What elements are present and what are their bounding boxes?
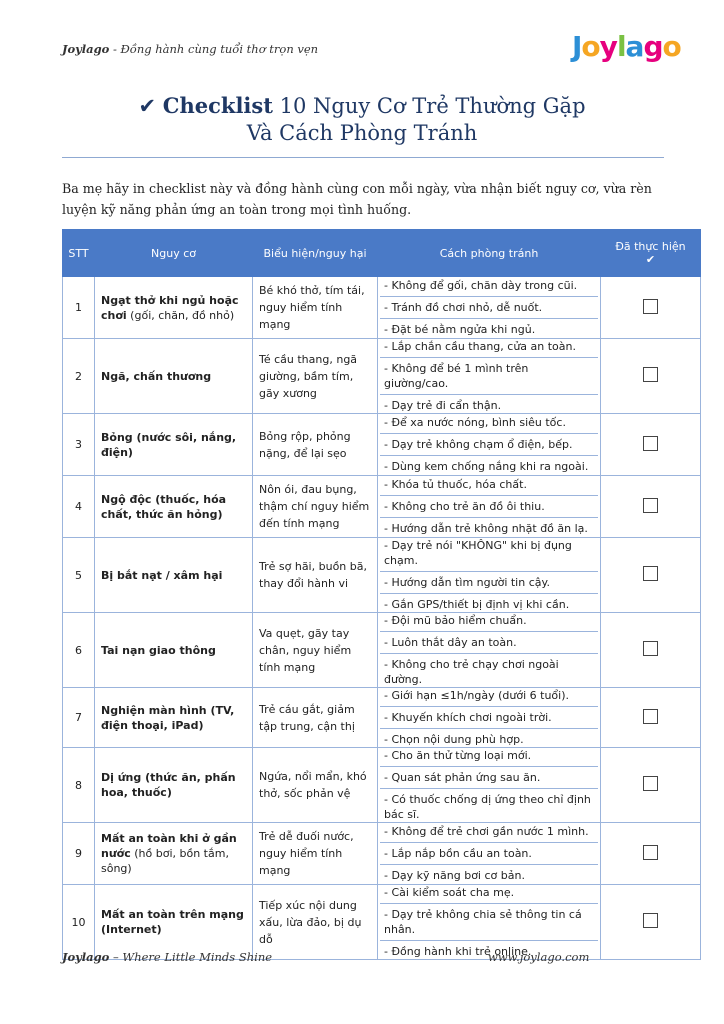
- header-done: [601, 230, 701, 277]
- prevention-item: - Dùng kem chống nắng khi ra ngoài.: [380, 455, 598, 474]
- row-number: 4: [63, 476, 95, 538]
- risk-cell: [95, 885, 253, 960]
- table-row: [63, 476, 701, 538]
- risk-name: Bỏng (nước sôi, nắng, điện): [101, 430, 237, 459]
- prevention-item: - Không cho trẻ chạy chơi ngoài đường.: [380, 653, 598, 687]
- prevention-cell: [378, 277, 601, 339]
- check-icon: ✔: [645, 253, 656, 266]
- risk-cell: [95, 277, 253, 339]
- prevention-cell: [378, 688, 601, 748]
- prevention-item: - Quan sát phản ứng sau ăn.: [380, 766, 598, 785]
- prevention-item: - Dạy trẻ không chạm ổ điện, bếp.: [380, 433, 598, 452]
- prevention-cell: [378, 339, 601, 414]
- prevention-item: - Đặt bé nằm ngửa khi ngủ.: [380, 318, 598, 337]
- risk-cell: [95, 823, 253, 885]
- table-row: [63, 538, 701, 613]
- prevention-item: - Chọn nội dung phù hợp.: [380, 728, 598, 747]
- logo-letter: l: [616, 30, 626, 63]
- logo-letter: o: [581, 30, 600, 63]
- footer-brand: Joylago: [62, 950, 110, 964]
- joylago-logo: [572, 30, 681, 63]
- risk-name: Dị ứng (thức ăn, phấn hoa, thuốc): [101, 771, 236, 799]
- check-icon: ✔: [138, 94, 157, 118]
- title-divider: [62, 157, 664, 158]
- table-row: [63, 277, 701, 339]
- prevention-item: - Đồng hành khi trẻ online.: [380, 940, 598, 959]
- prevention-item: - Tránh đồ chơi nhỏ, dễ nuốt.: [380, 296, 598, 315]
- risk-name: Tai nạn giao thông: [101, 643, 216, 657]
- prevention-item: - Lắp nắp bồn cầu an toàn.: [380, 842, 598, 861]
- prevention-item: - Giới hạn ≤1h/ngày (dưới 6 tuổi).: [384, 689, 569, 702]
- done-checkbox[interactable]: [643, 913, 658, 928]
- row-number: 5: [63, 538, 95, 613]
- done-checkbox[interactable]: [643, 299, 658, 314]
- risk-cell: [95, 476, 253, 538]
- footer-website[interactable]: www.joylago.com: [488, 950, 590, 964]
- title-line1: 10 Nguy Cơ Trẻ Thường Gặp: [272, 94, 586, 118]
- title-line2: Và Cách Phòng Tránh: [246, 121, 478, 145]
- header-tagline: [62, 42, 318, 56]
- page-title: [0, 92, 724, 147]
- prevention-item: - Gắn GPS/thiết bị định vị khi cần.: [380, 593, 598, 612]
- logo-letter: g: [643, 30, 663, 63]
- prevention-item: - Hướng dẫn trẻ không nhặt đồ ăn lạ.: [380, 517, 598, 536]
- header-stt: STT: [63, 230, 95, 277]
- header-risk: Nguy cơ: [95, 230, 253, 277]
- risk-cell: [95, 339, 253, 414]
- prevention-cell: [378, 476, 601, 538]
- intro-paragraph: Ba mẹ hãy in checklist này và đồng hành cùng con mỗi ngày, vừa nhận biết nguy cơ, vừa rèn luyện kỹ năng phản ứng an toàn trong mọi tình huống.: [62, 181, 652, 217]
- done-cell: [601, 476, 701, 538]
- prevention-item: - Không để gối, chăn dày trong cũi.: [384, 279, 578, 292]
- done-cell: [601, 414, 701, 476]
- risk-name: Ngộ độc (thuốc, hóa chất, thức ăn hỏng): [101, 492, 227, 521]
- done-checkbox[interactable]: [643, 498, 658, 513]
- prevention-cell: [378, 613, 601, 688]
- harm-cell: Bé khó thở, tím tái, nguy hiểm tính mạng: [253, 277, 378, 339]
- done-checkbox[interactable]: [643, 436, 658, 451]
- header-harm: Biểu hiện/nguy hại: [253, 230, 378, 277]
- prevention-cell: [378, 748, 601, 823]
- table-row: [63, 613, 701, 688]
- prevention-item: - Hướng dẫn tìm người tin cậy.: [380, 571, 598, 590]
- row-number: 6: [63, 613, 95, 688]
- prevention-item: - Khuyến khích chơi ngoài trời.: [380, 706, 598, 725]
- footer-slogan-text: – Where Little Minds Shine: [109, 950, 273, 964]
- row-number: 8: [63, 748, 95, 823]
- prevention-item: - Không cho trẻ ăn đồ ôi thiu.: [380, 495, 598, 514]
- row-number: 7: [63, 688, 95, 748]
- done-cell: [601, 613, 701, 688]
- prevention-item: - Cho ăn thử từng loại mới.: [384, 749, 532, 762]
- logo-letter: a: [625, 30, 644, 63]
- risk-name: Mất an toàn trên mạng (Internet): [101, 908, 244, 936]
- harm-cell: Trẻ sợ hãi, buồn bã, thay đổi hành vi: [253, 538, 378, 613]
- header-done-label: Đã thực hiện: [615, 240, 686, 253]
- harm-cell: Va quẹt, gãy tay chân, nguy hiểm tính mạng: [253, 613, 378, 688]
- prevention-cell: [378, 823, 601, 885]
- prevention-item: - Dạy trẻ đi cẩn thận.: [380, 394, 598, 413]
- prevention-item: - Dạy trẻ không chia sẻ thông tin cá nhân.: [380, 903, 598, 937]
- risk-name: Bị bắt nạt / xâm hại: [101, 568, 223, 582]
- prevention-item: - Để xa nước nóng, bình siêu tốc.: [384, 416, 566, 429]
- done-checkbox[interactable]: [643, 845, 658, 860]
- risk-cell: [95, 613, 253, 688]
- row-number: 1: [63, 277, 95, 339]
- done-checkbox[interactable]: [643, 776, 658, 791]
- row-number: 2: [63, 339, 95, 414]
- table-row: [63, 748, 701, 823]
- prevention-item: - Dạy trẻ nói "KHÔNG" khi bị đụng chạm.: [384, 539, 572, 567]
- row-number: 10: [63, 885, 95, 960]
- risk-name: Ngã, chấn thương: [101, 369, 212, 383]
- done-cell: [601, 277, 701, 339]
- prevention-item: - Cài kiểm soát cha mẹ.: [384, 886, 515, 899]
- done-cell: [601, 823, 701, 885]
- harm-cell: Té cầu thang, ngã giường, bầm tím, gãy xương: [253, 339, 378, 414]
- prevention-item: - Dạy kỹ năng bơi cơ bản.: [380, 864, 598, 883]
- footer-slogan: [62, 950, 272, 964]
- logo-letter: y: [599, 30, 617, 63]
- harm-cell: Trẻ cáu gắt, giảm tập trung, cận thị: [253, 688, 378, 748]
- done-cell: [601, 339, 701, 414]
- checklist-table: [62, 229, 701, 960]
- done-cell: [601, 885, 701, 960]
- harm-cell: Ngứa, nổi mẩn, khó thở, sốc phản vệ: [253, 748, 378, 823]
- done-checkbox[interactable]: [643, 709, 658, 724]
- prevention-item: - Có thuốc chống dị ứng theo chỉ định bác sĩ.: [380, 788, 598, 822]
- risk-note: (hồ bơi, bồn tắm, sông): [101, 847, 229, 875]
- risk-name: Mất an toàn khi ở gần nước: [101, 832, 237, 860]
- done-cell: [601, 748, 701, 823]
- harm-cell: Tiếp xúc nội dung xấu, lừa đảo, bị dụ dỗ: [253, 885, 378, 960]
- done-cell: [601, 688, 701, 748]
- table-row: [63, 823, 701, 885]
- title-bold: Checklist: [162, 93, 273, 118]
- harm-cell: Trẻ dễ đuối nước, nguy hiểm tính mạng: [253, 823, 378, 885]
- risk-cell: [95, 414, 253, 476]
- table-row: [63, 885, 701, 960]
- prevention-item: - Luôn thắt dây an toàn.: [380, 631, 598, 650]
- risk-cell: [95, 538, 253, 613]
- prevention-cell: [378, 885, 601, 960]
- header-brand: Joylago: [62, 42, 110, 56]
- harm-cell: Nôn ói, đau bụng, thậm chí nguy hiểm đến tính mạng: [253, 476, 378, 538]
- done-checkbox[interactable]: [643, 641, 658, 656]
- logo-letter: J: [572, 30, 582, 63]
- row-number: 9: [63, 823, 95, 885]
- header-prevention: Cách phòng tránh: [378, 230, 601, 277]
- table-row: [63, 414, 701, 476]
- risk-name: Ngạt thở khi ngủ hoặc chơi: [101, 293, 239, 322]
- prevention-item: - Lắp chắn cầu thang, cửa an toàn.: [384, 340, 576, 353]
- logo-letter: o: [662, 30, 681, 63]
- header-tagline-text: - Đồng hành cùng tuổi thơ trọn vẹn: [109, 42, 319, 56]
- prevention-item: - Đội mũ bảo hiểm chuẩn.: [384, 614, 527, 627]
- prevention-cell: [378, 538, 601, 613]
- prevention-item: - Không để trẻ chơi gần nước 1 mình.: [384, 825, 589, 838]
- prevention-item: - Không để bé 1 mình trên giường/cao.: [380, 357, 598, 391]
- prevention-cell: [378, 414, 601, 476]
- done-cell: [601, 538, 701, 613]
- risk-name: Nghiện màn hình (TV, điện thoại, iPad): [101, 703, 235, 732]
- prevention-item: - Khóa tủ thuốc, hóa chất.: [384, 478, 527, 491]
- done-checkbox[interactable]: [643, 566, 658, 581]
- harm-cell: Bỏng rộp, phỏng nặng, để lại sẹo: [253, 414, 378, 476]
- done-checkbox[interactable]: [643, 367, 658, 382]
- table-row: [63, 339, 701, 414]
- risk-cell: [95, 748, 253, 823]
- risk-cell: [95, 688, 253, 748]
- row-number: 3: [63, 414, 95, 476]
- table-row: [63, 688, 701, 748]
- table-header-row: [63, 230, 701, 277]
- risk-note: (gối, chăn, đồ nhỏ): [126, 308, 235, 322]
